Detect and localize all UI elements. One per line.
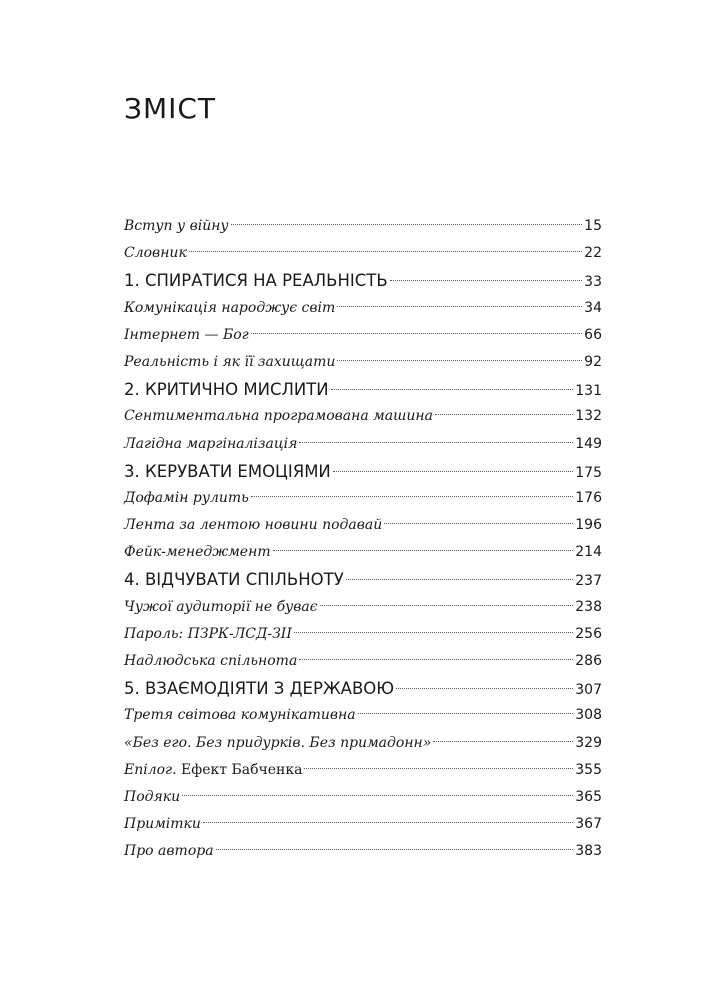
toc-page-number: 367 xyxy=(575,816,602,833)
dot-leader xyxy=(216,849,574,850)
toc-entry-label: Лагідна маргіналізація xyxy=(124,435,298,452)
dot-leader xyxy=(390,280,583,281)
toc-page-number: 149 xyxy=(575,435,602,452)
toc-page-number: 92 xyxy=(584,353,602,370)
epilogue-title: Ефект Бабченка xyxy=(176,761,303,778)
toc-page-number: 237 xyxy=(575,573,602,590)
toc-entry[interactable] xyxy=(124,730,602,757)
dot-leader xyxy=(304,768,573,769)
toc-entry-label: Фейк-менеджмент xyxy=(124,544,271,561)
toc-entry-label: Словник xyxy=(124,245,187,262)
toc-page-number: 22 xyxy=(584,245,602,262)
toc-entry[interactable] xyxy=(124,512,602,539)
toc-entry[interactable] xyxy=(124,431,602,458)
toc-entry-label: Третя світова комунікативна xyxy=(124,707,356,724)
toc-page-number: 365 xyxy=(575,788,602,805)
toc-page-number: 308 xyxy=(575,707,602,724)
toc-entry[interactable] xyxy=(124,757,602,784)
page-title: ЗМІСТ xyxy=(124,92,217,125)
toc-section-entry[interactable] xyxy=(124,566,602,593)
toc-section-label: 4. ВІДЧУВАТИ СПІЛЬНОТУ xyxy=(124,570,344,590)
dot-leader xyxy=(273,550,574,551)
toc-entry[interactable] xyxy=(124,702,602,729)
toc-entry-label: Примітки xyxy=(124,816,201,833)
dot-leader xyxy=(384,523,573,524)
toc-entry[interactable] xyxy=(124,485,602,512)
toc-entry-label: Пароль: ПЗРК-ЛСД-ЗІІ xyxy=(124,625,292,642)
toc-section-entry[interactable] xyxy=(124,267,602,294)
toc-page-number: 383 xyxy=(575,843,602,860)
toc-section-entry[interactable] xyxy=(124,376,602,403)
dot-leader xyxy=(435,414,573,415)
toc-entry[interactable] xyxy=(124,811,602,838)
toc-entry[interactable] xyxy=(124,539,602,566)
toc-section-label: 3. КЕРУВАТИ ЕМОЦІЯМИ xyxy=(124,461,331,481)
toc-entry-label: Надлюдська спільнота xyxy=(124,653,298,669)
toc-page-number: 329 xyxy=(575,734,602,751)
toc-page-number: 307 xyxy=(575,682,602,699)
dot-leader xyxy=(337,360,582,361)
dot-leader xyxy=(294,632,573,633)
toc-entry-label: Реальність і як її захищати xyxy=(124,353,336,370)
toc-entry[interactable] xyxy=(124,403,602,430)
toc-page-number: 355 xyxy=(575,761,602,778)
toc-entry[interactable] xyxy=(124,213,602,240)
dot-leader xyxy=(251,333,582,334)
toc-page-number: 196 xyxy=(575,517,602,534)
toc-section-entry[interactable] xyxy=(124,458,602,485)
dot-leader xyxy=(320,605,574,606)
toc-entry-label: Вступ у війну xyxy=(124,218,229,234)
toc-page-number: 176 xyxy=(575,489,602,506)
toc-section-label: 1. СПИРАТИСЯ НА РЕАЛЬНІСТЬ xyxy=(124,271,388,291)
toc-page-number: 131 xyxy=(575,383,602,400)
toc-page-number: 175 xyxy=(575,464,602,481)
toc-entry[interactable] xyxy=(124,784,602,811)
toc-entry-label: Подяки xyxy=(124,788,181,805)
toc-entry-label: Сентиментальна програмована машина xyxy=(124,408,433,425)
dot-leader xyxy=(231,224,583,225)
toc-entry[interactable] xyxy=(124,648,602,675)
toc-entry-label: Лента за лентою новини подавай xyxy=(124,517,383,534)
toc-section-entry[interactable] xyxy=(124,675,602,702)
dot-leader xyxy=(333,471,573,472)
toc-section-label: 5. ВЗАЄМОДІЯТИ З ДЕРЖАВОЮ xyxy=(124,679,395,699)
toc-page-number: 33 xyxy=(584,274,602,291)
toc-entry[interactable] xyxy=(124,322,602,349)
toc-page-number: 132 xyxy=(575,408,602,425)
toc-page-number: 256 xyxy=(575,625,602,642)
dot-leader xyxy=(346,579,574,580)
toc-entry[interactable] xyxy=(124,594,602,621)
toc-entry-label: Дофамін рулить xyxy=(124,489,249,506)
dot-leader xyxy=(433,741,573,742)
toc-entry[interactable] xyxy=(124,349,602,376)
dot-leader xyxy=(203,822,573,823)
dot-leader xyxy=(396,688,573,689)
toc-entry[interactable] xyxy=(124,838,602,865)
dot-leader xyxy=(299,442,573,443)
toc-entry-label: Інтернет — Бог xyxy=(124,326,249,343)
dot-leader xyxy=(331,389,574,390)
dot-leader xyxy=(189,251,582,252)
toc-entry-label: Про автора xyxy=(124,843,214,860)
dot-leader xyxy=(182,795,573,796)
dot-leader xyxy=(358,713,574,714)
table-of-contents xyxy=(124,213,602,866)
dot-leader xyxy=(251,496,573,497)
toc-page-number: 15 xyxy=(584,218,602,234)
dot-leader xyxy=(299,659,573,660)
toc-entry-label: «Без его. Без придурків. Без примадонн» xyxy=(124,734,432,751)
toc-page-number: 214 xyxy=(575,544,602,561)
toc-page-number: 238 xyxy=(575,598,602,615)
dot-leader xyxy=(337,306,582,307)
toc-entry-label: Чужої аудиторії не буває xyxy=(124,598,318,615)
toc-entry-label: Комунікація народжує світ xyxy=(124,299,336,316)
toc-page-number: 286 xyxy=(575,653,602,669)
toc-entry-label xyxy=(124,757,302,784)
toc-entry[interactable] xyxy=(124,621,602,648)
toc-section-label: 2. КРИТИЧНО МИСЛИТИ xyxy=(124,380,329,400)
toc-entry[interactable] xyxy=(124,295,602,322)
toc-page-number: 34 xyxy=(584,299,602,316)
toc-entry[interactable] xyxy=(124,240,602,267)
toc-page-number: 66 xyxy=(584,326,602,343)
epilogue-prefix: Епілог. xyxy=(124,761,177,778)
